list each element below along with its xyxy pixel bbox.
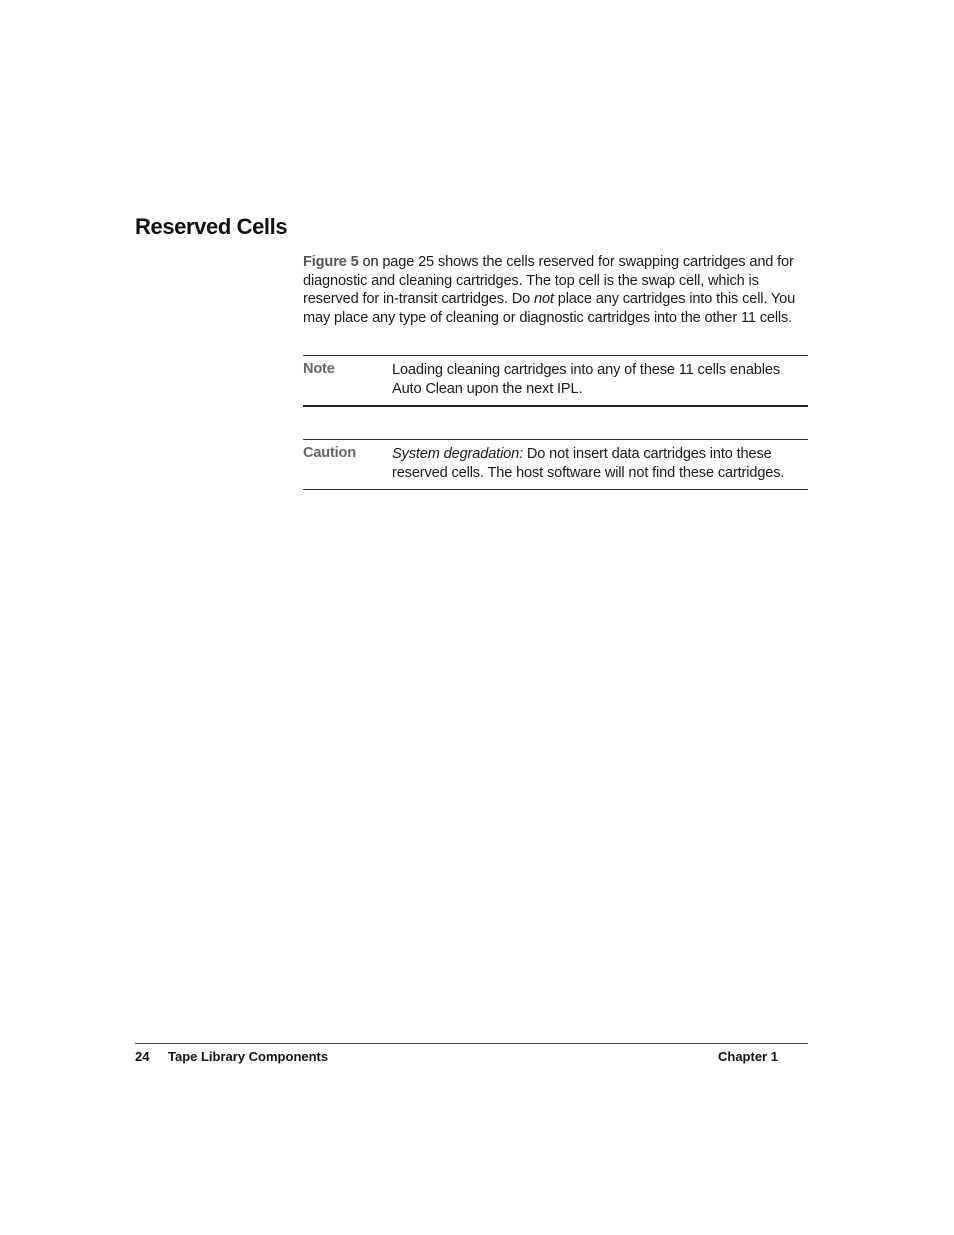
figure-cross-reference-link[interactable]: Figure 5 [303, 254, 359, 270]
caution-box [303, 439, 808, 490]
body-paragraph [303, 253, 813, 328]
note-box [303, 355, 808, 407]
note-text: Loading cleaning cartridges into any of these 11 cells enables Auto Clean upon the next IPL. [392, 362, 780, 397]
body-text-part-2: place any cartridges into this cell. You may place any type of cleaning or diagnostic cartridges into the other 11 cells. [303, 291, 796, 327]
caution-label: Caution [303, 445, 356, 461]
note-label: Note [303, 361, 335, 377]
caution-emphasis: System degradation: [392, 446, 524, 462]
caution-text [392, 440, 808, 489]
footer-chapter-label: Chapter 1 [718, 1049, 778, 1064]
body-text-part-1: on page 25 shows the cells reserved for swapping cartridges and for diagnostic and cleaning cartridges. The top cell is the swap cell, which is reserved for in-transit cartridges. Do [303, 254, 794, 308]
section-heading: Reserved Cells [135, 214, 288, 239]
body-emphasis: not [533, 291, 554, 308]
caution-body: Do not insert data cartridges into these reserved cells. The host software will not find these cartridges. [392, 446, 785, 481]
footer-chapter-title: Tape Library Components [168, 1049, 329, 1064]
page-footer [135, 1043, 808, 1064]
footer-page-number: 24 [135, 1049, 150, 1064]
